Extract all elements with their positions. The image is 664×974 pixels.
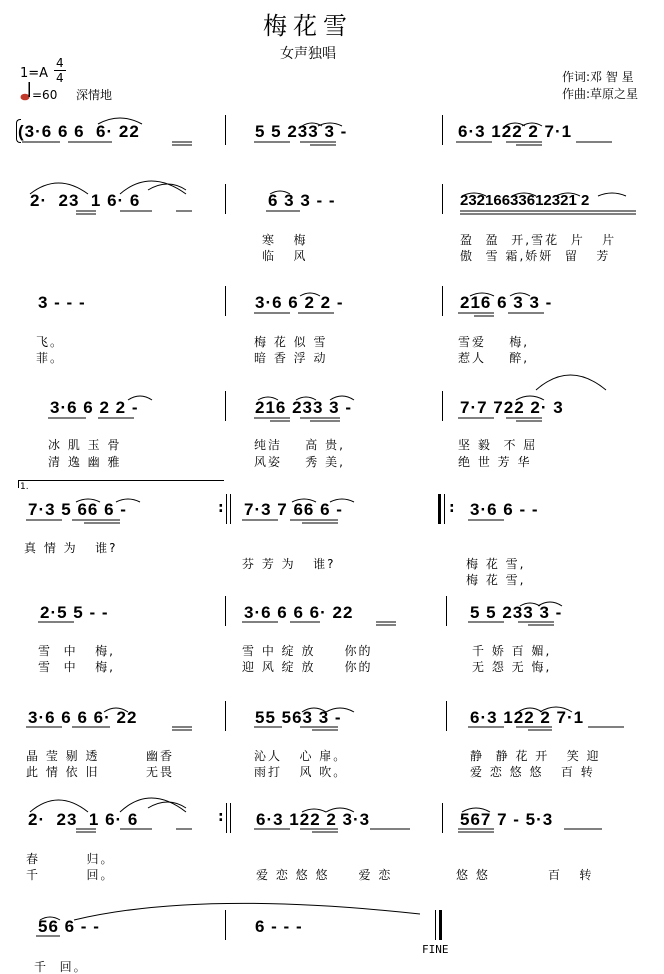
measure-notes: (3·6 6 6 6· 22 <box>18 122 140 141</box>
measure-notes: 6·3 122 2 3·3 <box>256 810 371 829</box>
measure-notes: 3 - - - <box>38 293 86 312</box>
lyric-line: 爱 恋 悠 悠 爱 恋 <box>256 868 393 882</box>
lyric-line: 冰 肌 玉 骨 <box>48 438 122 452</box>
lyric-line: 春 归。 <box>26 852 115 866</box>
composer-credit: 作曲:草原之星 <box>562 87 639 101</box>
measure-notes: 6 3 3 - - <box>268 191 336 210</box>
volta-bracket-label: 1. <box>20 482 29 492</box>
lyric-line: 此 情 依 旧 无畏 <box>26 765 174 779</box>
repeat-dots: : <box>449 500 455 516</box>
slur <box>40 917 60 920</box>
expression-marking: 深情地 <box>76 88 113 102</box>
lyric-line: 风姿 秀 美, <box>254 455 345 469</box>
measure-notes: 56 6 - - <box>38 917 100 936</box>
slur <box>598 193 626 196</box>
measure-notes: 2· 23 1 6· 6 <box>28 810 139 829</box>
lyric-line: 悠 悠 百 转 <box>456 868 594 882</box>
slur <box>520 603 540 606</box>
measure-notes: 3·6 6 2 2 - <box>50 398 139 417</box>
slur <box>76 499 100 502</box>
slur <box>326 808 354 812</box>
lyric-line: 爱 恋 悠 悠 百 转 <box>470 765 595 779</box>
lyric-line: 清 逸 幽 雅 <box>48 455 122 469</box>
measure-notes: 2·5 5 - - <box>40 603 109 622</box>
lyric-line: 临 风 <box>262 249 308 263</box>
slur <box>556 193 580 196</box>
measure-notes: 7·3 5 66 6 - <box>28 500 127 519</box>
slur <box>292 499 316 502</box>
measure-notes: 5 5 233 3 - <box>470 603 563 622</box>
slur <box>270 191 290 194</box>
slur <box>462 193 486 196</box>
lyric-line: 飞。 <box>36 335 65 349</box>
lyric-line: 静 静 花 开 笑 迎 <box>470 749 601 763</box>
slur <box>30 800 88 812</box>
lyric-line: 千 娇 百 媚, <box>472 644 552 658</box>
repeat-dots: : <box>218 809 224 825</box>
slur <box>98 118 142 124</box>
slur <box>104 708 128 712</box>
measure-notes: 7·3 7 66 6 - <box>244 500 343 519</box>
slur <box>470 293 494 296</box>
slur <box>330 396 354 400</box>
measure-notes: 55 563 3 - <box>255 708 342 727</box>
measure-notes: 3·6 6 2 2 - <box>255 293 344 312</box>
lyric-line: 梅 花 雪, <box>466 557 526 571</box>
lyric-line: 梅 花 似 雪 <box>254 335 328 349</box>
measure-notes: 7·7 722 2· 3 <box>460 398 564 417</box>
lyric-line: 雪 中 梅, <box>38 644 115 658</box>
slur <box>300 293 320 296</box>
lyric-line: 寒 梅 <box>262 233 308 247</box>
lyric-line: 暗 香 浮 动 <box>254 351 328 365</box>
measure-notes: 216 233 3 - <box>255 398 353 417</box>
lyric-line: 菲。 <box>36 351 65 365</box>
slur <box>462 808 490 812</box>
slur <box>74 903 420 920</box>
time-signature-bottom: 4 <box>56 71 64 85</box>
lyric-line: 绝 世 芳 华 <box>458 455 532 469</box>
slur <box>30 183 88 194</box>
measure-notes: 5 5 233 3 - <box>255 122 348 141</box>
lyric-line: 千 回。 <box>26 868 115 882</box>
slur <box>512 193 536 196</box>
slur <box>258 397 278 400</box>
slur <box>302 809 326 812</box>
slur <box>540 707 572 712</box>
slur <box>518 708 542 712</box>
measure-notes: 23216633612321 2 <box>460 192 590 209</box>
slur <box>128 396 152 400</box>
song-title: 梅花雪 <box>263 12 353 40</box>
lyric-line: 雪 中 梅, <box>38 660 115 674</box>
fine-marking: FINE <box>422 943 449 956</box>
slur <box>326 708 354 712</box>
lyric-line: 傲 雪 霜,娇妍 留 芳 <box>460 249 611 263</box>
lyric-line: 盈 盈 开,雪花 片 片 <box>460 233 617 247</box>
time-signature-top: 4 <box>56 56 64 70</box>
tempo-marking: =60 <box>32 88 58 102</box>
slur <box>116 499 140 502</box>
lyric-line: 迎 风 绽 放 你的 <box>242 660 373 674</box>
lyric-line: 沁人 心 扉。 <box>254 749 348 763</box>
measure-notes: 216 6 3 3 - <box>460 293 553 312</box>
repeat-dots: : <box>218 500 224 516</box>
slur <box>536 375 606 390</box>
lyricist-credit: 作词:邓 智 星 <box>562 70 634 84</box>
measure-notes: 567 7 - 5·3 <box>460 810 554 829</box>
measure-notes: 3·6 6 6 6· 22 <box>28 708 138 727</box>
lyric-line: 坚 毅 不 屈 <box>458 438 538 452</box>
measure-notes: 6·3 122 2 7·1 <box>470 708 585 727</box>
slur <box>302 708 326 712</box>
lyric-line: 雨打 风 吹。 <box>254 765 348 779</box>
lyric-line: 雪 中 绽 放 你的 <box>242 644 373 658</box>
lyric-line: 千 回。 <box>34 960 88 974</box>
slur <box>330 499 354 502</box>
slur <box>538 602 562 606</box>
slur <box>516 396 544 400</box>
key-signature: 1=A <box>20 66 49 81</box>
measure-notes: 2· 23 1 6· 6 <box>30 191 141 210</box>
lyric-line: 芬 芳 为 谁? <box>242 557 336 571</box>
lyric-line: 梅 花 雪, <box>466 573 526 587</box>
measure-notes: 3·6 6 - - <box>470 500 539 519</box>
measure-notes: 6 - - - <box>255 917 303 936</box>
song-subtitle: 女声独唱 <box>280 46 336 62</box>
lyric-line: 惹人 醉, <box>458 351 530 365</box>
measure-notes: 3·6 6 6 6· 22 <box>244 603 354 622</box>
lyric-line: 雪爱 梅, <box>458 335 530 349</box>
measure-notes: 6·3 122 2 7·1 <box>458 122 573 141</box>
lyric-line: 无 怨 无 悔, <box>472 660 552 674</box>
slur <box>296 397 316 400</box>
slur <box>148 184 186 190</box>
lyric-line: 纯洁 高 贵, <box>254 438 345 452</box>
slur <box>510 293 530 296</box>
slur <box>148 802 186 808</box>
lyric-line: 晶 莹 剔 透 幽香 <box>26 749 174 763</box>
lyric-line: 真 情 为 谁? <box>24 541 118 555</box>
